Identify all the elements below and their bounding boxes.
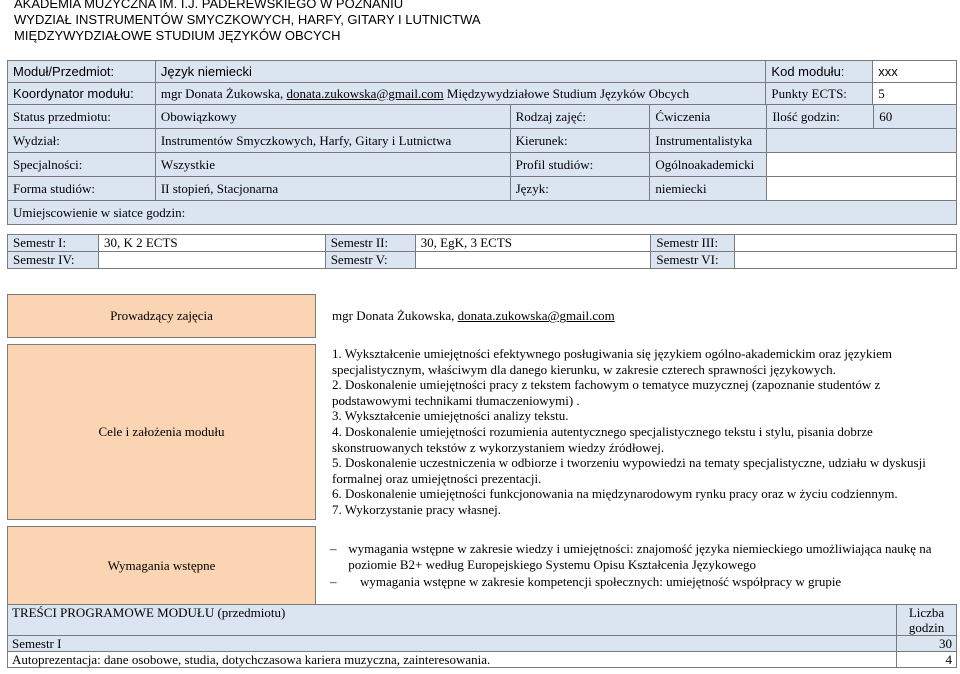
koordynator-value [155, 83, 766, 105]
dash-bullet: – [330, 573, 337, 589]
prowadzacy-value [316, 294, 957, 338]
wymagania-list [316, 526, 957, 606]
liczba-godzin-header: Liczba godzin [897, 605, 957, 636]
kierunek-value: Instrumentalistyka [650, 129, 767, 153]
academy-title: AKADEMIA MUZYCZNA IM. I.J. PADEREWSKIEGO W POZNANIU [14, 0, 404, 11]
status-value: Obowiązkowy [155, 105, 510, 129]
semester-row-label: Semestr I [8, 636, 897, 652]
tresci-header: TREŚCI PROGRAMOWE MODUŁU (przedmiotu) [8, 605, 897, 636]
semestr-6-label: Semestr VI: [651, 252, 735, 269]
rodzaj-value: Ćwiczenia [650, 105, 767, 129]
jezyk-label: Język: [510, 177, 650, 201]
profil-value: Ogólnoakademicki [650, 153, 767, 177]
topic-row-text: Autoprezentacja: dane osobowe, studia, dotychczasowa kariera muzyczna, zainteresowania. [8, 652, 897, 668]
godziny-label: Ilość godzin: [767, 105, 874, 129]
content-table [7, 604, 957, 668]
semestr-4-value [98, 252, 325, 269]
cele-item: 6. Doskonalenie umiejętności funkcjonowania na międzynarodowym rynku pracy oraz w życiu codziennym. [332, 486, 898, 502]
empty-cell [767, 153, 957, 177]
modul-label: Moduł/Przedmiot: [8, 61, 156, 83]
kod-label: Kod modułu: [766, 61, 873, 83]
dash-bullet: – [330, 540, 337, 556]
specjalnosci-label: Specjalności: [8, 153, 156, 177]
umiejscowienie-label: Umiejscowienie w siatce godzin: [8, 201, 957, 225]
ects-label: Punkty ECTS: [766, 83, 873, 105]
cele-list [316, 344, 957, 520]
prowadzacy-name: mgr Donata Żukowska, [332, 308, 458, 324]
semestr-5-value [415, 252, 651, 269]
koordynator-unit: Międzywydziałowe Studium Języków Obcych [443, 85, 690, 101]
cele-item: 1. Wykształcenie umiejętności efektywnego posługiwania się językiem ogólno-akademickim oraz językiem specjalistycznym, właściwym dla danego kierunku, w zakresie czterech sprawności językowych. [332, 346, 892, 377]
cele-item: 5. Doskonalenie uczestniczenia w odbiorze i tworzeniu wypowiedzi na tematy specjalistyczne, udziału w dyskusji formalnej oraz umiejętności prezentacji. [332, 455, 926, 486]
cele-item: 3. Wykształcenie umiejętności analizy tekstu. [332, 408, 569, 424]
topic-row-hours: 4 [897, 652, 957, 668]
wydzial-value: Instrumentów Smyczkowych, Harfy, Gitary i Lutnictwa [155, 129, 510, 153]
forma-label: Forma studiów: [8, 177, 156, 201]
semester-row-hours: 30 [897, 636, 957, 652]
specjalnosci-value: Wszystkie [155, 153, 510, 177]
godziny-value: 60 [874, 105, 957, 129]
profil-label: Profil studiów: [510, 153, 650, 177]
module-details-table [7, 288, 957, 612]
semestr-3-label: Semestr III: [651, 235, 735, 252]
wymagania-text: wymagania wstępne w zakresie wiedzy i umiejętności: znajomość języka niemieckiego umożliwiająca naukę na poziomie B2+ według Europejskiego Systemu Opisu Kształcenia Językowego [348, 540, 932, 573]
semestr-2-value: 30, EgK, 3 ECTS [415, 235, 651, 252]
koordynator-label: Koordynator modułu: [8, 83, 156, 105]
faculty-title: WYDZIAŁ INSTRUMENTÓW SMYCZKOWYCH, HARFY, GITARY I LUTNICTWA [14, 12, 481, 27]
semestr-1-label: Semestr I: [8, 235, 99, 252]
semestr-5-label: Semestr V: [325, 252, 415, 269]
semesters-table [7, 234, 957, 269]
wymagania-text: wymagania wstępne w zakresie kompetencji społecznych: umiejętność współpracy w grupie [360, 573, 842, 589]
empty-cell [767, 177, 957, 201]
semestr-6-value [735, 252, 957, 269]
prowadzacy-email-link[interactable]: donata.zukowska@gmail.com [457, 308, 615, 324]
koordynator-email-link[interactable]: donata.zukowska@gmail.com [286, 85, 444, 101]
semestr-3-value [735, 235, 957, 252]
prowadzacy-label: Prowadzący zajęcia [7, 294, 316, 338]
cele-item: 4. Doskonalenie umiejętności rozumienia autentycznego specjalistycznego tekstu i stylu, pisania dobrze skonstruowanych tekstów z wykorzystaniem wiedzy źródłowej. [332, 423, 873, 455]
modul-value: Język niemiecki [155, 61, 766, 83]
jezyk-value: niemiecki [650, 177, 767, 201]
wymagania-item [324, 574, 953, 591]
cele-item: 2. Doskonalenie umiejętności pracy z tekstem fachowym o tematyce muzycznej (zapoznanie studentów z podstawowymi technikami tłumaczeniowymi) . [332, 377, 881, 408]
koordynator-name: mgr Donata Żukowska, [160, 85, 287, 101]
study-info-table [7, 104, 957, 225]
ects-value: 5 [873, 83, 957, 105]
semestr-4-label: Semestr IV: [8, 252, 99, 269]
module-info-table [7, 60, 957, 105]
cele-item: 7. Wykorzystanie pracy własnej. [332, 501, 502, 517]
studium-title: MIĘDZYWYDZIAŁOWE STUDIUM JĘZYKÓW OBCYCH [14, 28, 341, 43]
forma-value: II stopień, Stacjonarna [155, 177, 510, 201]
semestr-1-value: 30, K 2 ECTS [98, 235, 325, 252]
empty-cell [767, 129, 957, 153]
rodzaj-label: Rodzaj zajęć: [510, 105, 650, 129]
wydzial-label: Wydział: [8, 129, 156, 153]
status-label: Status przedmiotu: [8, 105, 156, 129]
wymagania-item [324, 541, 953, 574]
kierunek-label: Kierunek: [510, 129, 650, 153]
cele-label: Cele i założenia modułu [7, 344, 316, 520]
semestr-2-label: Semestr II: [325, 235, 415, 252]
kod-value: xxx [873, 61, 957, 83]
wymagania-label: Wymagania wstępne [7, 526, 316, 606]
